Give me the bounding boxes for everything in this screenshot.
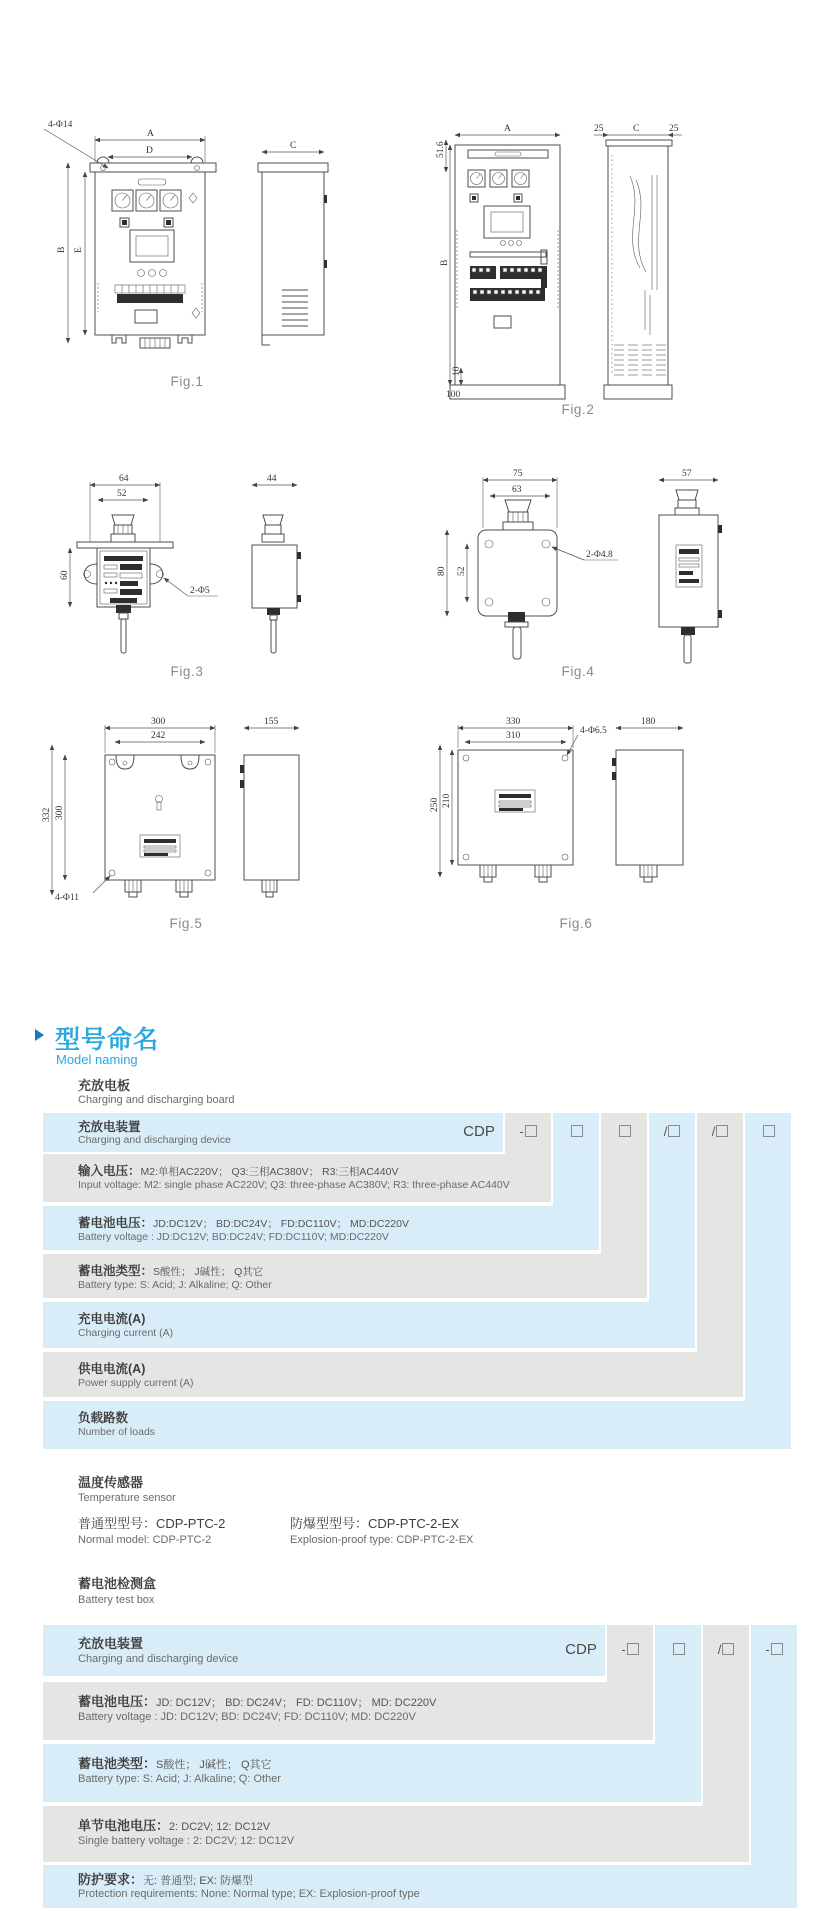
dim-label: 75 xyxy=(513,469,523,479)
dim-label: B xyxy=(57,246,67,253)
code-cell xyxy=(745,1124,791,1139)
figure-caption: Fig.4 xyxy=(561,664,595,679)
row-label-en: Protection requirements: None: Normal type; EX: Explosion-proof type xyxy=(78,1888,420,1900)
header-label-en: Charging and discharging device xyxy=(78,1653,239,1665)
gauge-icons xyxy=(468,170,529,187)
row-label-en: Battery voltage : JD:DC12V; BD:DC24V; FD:DC110V; MD:DC220V xyxy=(78,1231,389,1243)
figure-caption: Fig.6 xyxy=(559,916,593,931)
row-label-en: Battery voltage : JD: DC12V; BD: DC24V; FD: DC110V; MD: DC220V xyxy=(78,1711,416,1723)
dim-label: 63 xyxy=(512,485,522,495)
code-cell xyxy=(655,1642,701,1657)
temp-ex-model-zh: 防爆型型号：CDP-PTC-2-EX xyxy=(290,1516,460,1531)
dim-label: 51.6 xyxy=(436,141,446,158)
temp-ex-model-en: Explosion-proof type: CDP-PTC-2-EX xyxy=(290,1534,474,1546)
dim-label: 57 xyxy=(682,469,692,479)
testbox-title-zh: 蓄电池检测盒 xyxy=(78,1576,157,1591)
table-row xyxy=(43,1206,599,1250)
model-code: CDP xyxy=(463,1123,495,1140)
code-box-icon xyxy=(525,1125,537,1137)
row-label-zh: 蓄电池类型：S酸性； J碱性； Q其它 xyxy=(78,1264,264,1278)
dim-label: 250 xyxy=(430,797,440,812)
code-cell xyxy=(553,1124,599,1139)
dim-label: C xyxy=(633,124,640,134)
dim-label: 52 xyxy=(117,489,127,499)
figure-fig3 xyxy=(60,474,301,679)
row-label-zh: 负载路数 xyxy=(78,1411,129,1425)
section-title: 型号命名 xyxy=(55,1026,160,1054)
row-label-en: Input voltage: M2: single phase AC220V; Q3: three-phase AC380V; R3: three-phase AC440V xyxy=(78,1179,510,1191)
dim-label: 4-Φ14 xyxy=(48,120,73,130)
label-plate xyxy=(495,790,535,812)
dim-label: 332 xyxy=(42,807,52,822)
row-label-en: Power supply current (A) xyxy=(78,1377,194,1389)
row-label-zh: 蓄电池类型：S酸性； J碱性； Q其它 xyxy=(78,1756,272,1771)
table-row xyxy=(43,1302,695,1348)
figure-fig6 xyxy=(430,717,683,931)
temp-title-en: Temperature sensor xyxy=(78,1492,176,1504)
section-subtitle: Model naming xyxy=(56,1052,138,1067)
code-box-icon xyxy=(722,1643,734,1655)
row-label-zh: 充电电流(A) xyxy=(78,1312,146,1326)
dim-label: 300 xyxy=(151,717,166,727)
dim-label: 180 xyxy=(641,717,656,727)
label-plate xyxy=(140,835,180,857)
code-cell: - xyxy=(505,1124,551,1139)
row-label-en: Single battery voltage : 2: DC2V; 12: DC12V xyxy=(78,1835,295,1847)
testbox-title-en: Battery test box xyxy=(78,1594,155,1606)
figure-caption: Fig.5 xyxy=(169,916,203,931)
figure-caption: Fig.2 xyxy=(561,402,595,417)
model-code: CDP xyxy=(565,1641,597,1658)
dim-label: 25 xyxy=(594,124,604,134)
figure-fig1 xyxy=(44,120,328,389)
code-cell: - xyxy=(751,1642,797,1657)
section-marker-icon xyxy=(35,1029,44,1041)
dim-label: 44 xyxy=(267,474,277,484)
row-label-zh: 蓄电池电压：JD:DC12V； BD:DC24V； FD:DC110V； MD:DC220V xyxy=(78,1216,409,1230)
dim-label: A xyxy=(147,129,154,139)
code-box-icon xyxy=(763,1125,775,1137)
figure-fig2 xyxy=(436,124,682,417)
table-row xyxy=(43,1401,791,1449)
table-header-row xyxy=(43,1113,503,1152)
dim-label: 60 xyxy=(60,570,70,580)
figure-caption: Fig.1 xyxy=(170,374,204,389)
label-plate xyxy=(104,556,143,603)
board-title-zh: 充放电板 xyxy=(78,1078,131,1093)
table-header-row xyxy=(43,1625,605,1676)
code-box-icon xyxy=(673,1643,685,1655)
dim-label: 310 xyxy=(506,731,521,741)
label-plate xyxy=(676,545,702,587)
code-cell: / xyxy=(703,1642,749,1657)
code-box-icon xyxy=(771,1643,783,1655)
dim-label: D xyxy=(146,146,153,156)
dim-label: 52 xyxy=(457,566,467,576)
temp-title-zh: 温度传感器 xyxy=(78,1475,144,1490)
gauge-icons xyxy=(112,190,181,211)
dim-label: 242 xyxy=(151,731,166,741)
code-cell: / xyxy=(697,1124,743,1139)
code-box-icon xyxy=(627,1643,639,1655)
dim-label: 210 xyxy=(442,793,452,808)
table-row xyxy=(43,1682,653,1740)
dim-label: C xyxy=(290,141,297,151)
dim-label: 100 xyxy=(446,390,461,400)
temp-normal-model-en: Normal model: CDP-PTC-2 xyxy=(78,1534,212,1546)
temp-normal-model-zh: 普通型型号：CDP-PTC-2 xyxy=(78,1516,226,1531)
table-row xyxy=(43,1744,701,1802)
code-column-strip xyxy=(745,1113,791,1449)
dim-label: 300 xyxy=(55,805,65,820)
cable-gland xyxy=(125,880,192,897)
dim-label: 4-Φ11 xyxy=(55,893,80,903)
dim-label: 64 xyxy=(119,474,129,484)
header-label-en: Charging and discharging device xyxy=(78,1134,231,1146)
row-label-en: Battery type: S: Acid; J: Alkaline; Q: Other xyxy=(78,1279,272,1291)
dim-label: E xyxy=(74,247,84,253)
row-label-en: Number of loads xyxy=(78,1426,156,1438)
row-label-zh: 单节电池电压：2: DC2V; 12: DC12V xyxy=(78,1818,271,1833)
row-label-zh: 供电电流(A) xyxy=(78,1362,146,1376)
table-row xyxy=(43,1154,551,1202)
header-label-zh: 充放电装置 xyxy=(78,1636,144,1651)
table-row xyxy=(43,1254,647,1298)
dim-label: B xyxy=(440,259,450,266)
table-row xyxy=(43,1806,749,1862)
dim-label: 10 xyxy=(452,366,462,376)
code-box-icon xyxy=(716,1125,728,1137)
dim-label: 330 xyxy=(506,717,521,727)
cable-gland xyxy=(480,865,551,882)
dim-label: 2-Φ5 xyxy=(190,586,210,596)
dim-label: 2-Φ4.8 xyxy=(586,550,613,560)
code-cell: / xyxy=(649,1124,695,1139)
code-box-icon xyxy=(571,1125,583,1137)
figure-fig4 xyxy=(437,469,722,679)
row-label-zh: 输入电压：M2:单相AC220V； Q3:三相AC380V； R3:三相AC440V xyxy=(78,1164,399,1178)
table-row xyxy=(43,1865,797,1908)
dim-label: 155 xyxy=(264,717,279,727)
row-label-en: Battery type: S: Acid; J: Alkaline; Q: Other xyxy=(78,1773,281,1785)
dim-label: 4-Φ6.5 xyxy=(580,726,607,736)
board-title-en: Charging and discharging board xyxy=(78,1094,235,1106)
figure-fig5 xyxy=(42,717,299,931)
code-cell xyxy=(601,1124,647,1139)
table-row xyxy=(43,1352,743,1397)
figure-caption: Fig.3 xyxy=(170,664,204,679)
code-box-icon xyxy=(668,1125,680,1137)
dim-label: 80 xyxy=(437,566,447,576)
code-cell: - xyxy=(607,1642,653,1657)
code-box-icon xyxy=(619,1125,631,1137)
row-label-zh: 蓄电池电压：JD: DC12V； BD: DC24V； FD: DC110V； MD: DC220V xyxy=(78,1694,437,1709)
mount-bracket xyxy=(116,755,199,769)
dim-label: 25 xyxy=(669,124,679,134)
header-label-zh: 充放电装置 xyxy=(78,1120,141,1134)
dim-label: A xyxy=(504,124,511,134)
row-label-en: Charging current (A) xyxy=(78,1327,174,1339)
row-label-zh: 防护要求：无: 普通型; EX: 防爆型 xyxy=(78,1872,254,1887)
